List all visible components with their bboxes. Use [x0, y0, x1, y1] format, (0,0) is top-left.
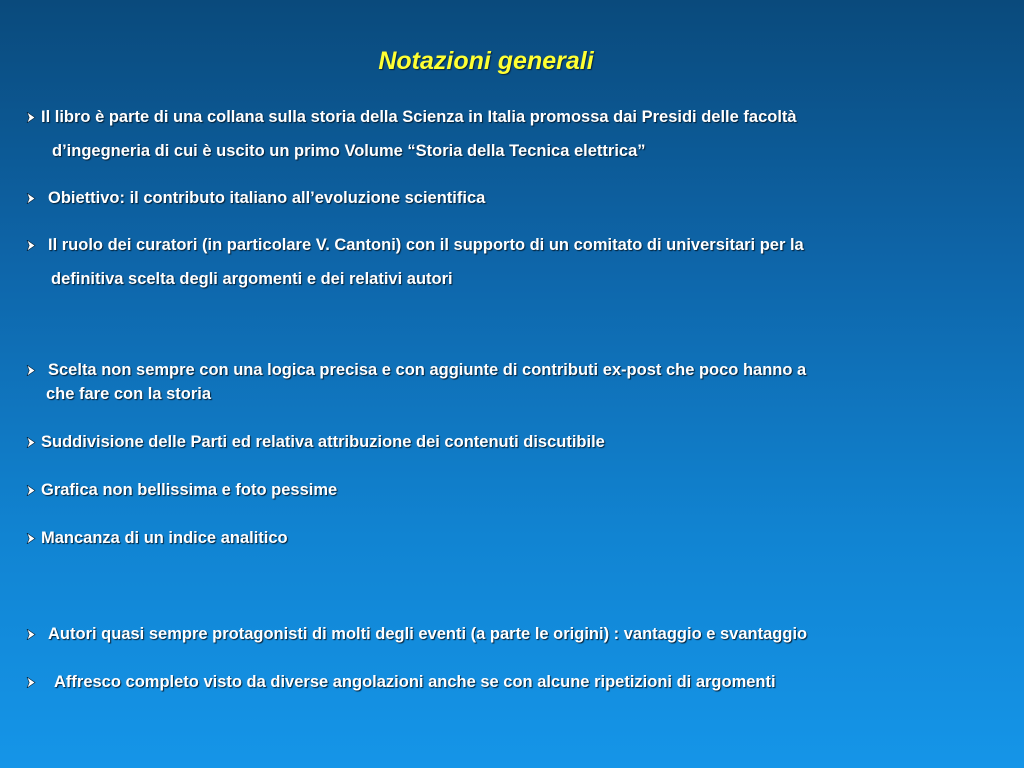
bullet-item-autori [26, 617, 986, 651]
bullet-text: Autori quasi sempre protagonisti di molti degli eventi (a parte le origini) : vantaggio e svantaggio [48, 625, 808, 643]
bullet-item-affresco [26, 665, 986, 699]
bullet-text: Affresco completo visto da diverse angolazioni anche se con alcune ripetizioni di argomenti [54, 673, 776, 691]
bullet-item-scelta [26, 358, 986, 406]
arrow-bullet-icon [26, 239, 37, 250]
bullet-text: Grafica non bellissima e foto pessime [41, 481, 338, 499]
arrow-bullet-icon [26, 192, 37, 203]
bullet-item-grafica [26, 473, 986, 507]
bullet-text: Il libro è parte di una collana sulla storia della Scienza in Italia promossa dai Presidi delle facoltà [41, 108, 797, 126]
arrow-bullet-icon [26, 532, 37, 543]
slide-title: Notazioni generali [378, 47, 594, 75]
bullet-text: Il ruolo dei curatori (in particolare V. Cantoni) con il supporto di un comitato di universitari per la [48, 236, 804, 254]
bullet-item-libro [26, 100, 986, 168]
arrow-bullet-icon [26, 676, 37, 687]
arrow-bullet-icon [26, 628, 37, 639]
bullet-item-indice [26, 521, 986, 555]
arrow-bullet-icon [26, 436, 37, 447]
arrow-bullet-icon [26, 484, 37, 495]
bullet-text: Scelta non sempre con una logica precisa e con aggiunte di contributi ex-post che poco hanno a [48, 361, 807, 379]
bullet-text-continued: definitiva scelta degli argomenti e dei relativi autori [51, 270, 453, 288]
bullet-text: Obiettivo: il contributo italiano all’evoluzione scientifica [48, 189, 486, 207]
bullet-text-continued: che fare con la storia [46, 385, 212, 403]
bullet-item-curatori [26, 228, 986, 296]
bullet-item-suddivisione [26, 425, 986, 459]
bullet-text: Suddivisione delle Parti ed relativa attribuzione dei contenuti discutibile [41, 433, 605, 451]
bullet-text: Mancanza di un indice analitico [41, 529, 288, 547]
bullet-text-continued: d’ingegneria di cui è uscito un primo Volume “Storia della Tecnica elettrica” [52, 142, 646, 160]
bullet-item-obiettivo [26, 181, 986, 215]
arrow-bullet-icon [26, 111, 37, 122]
arrow-bullet-icon [26, 364, 37, 375]
